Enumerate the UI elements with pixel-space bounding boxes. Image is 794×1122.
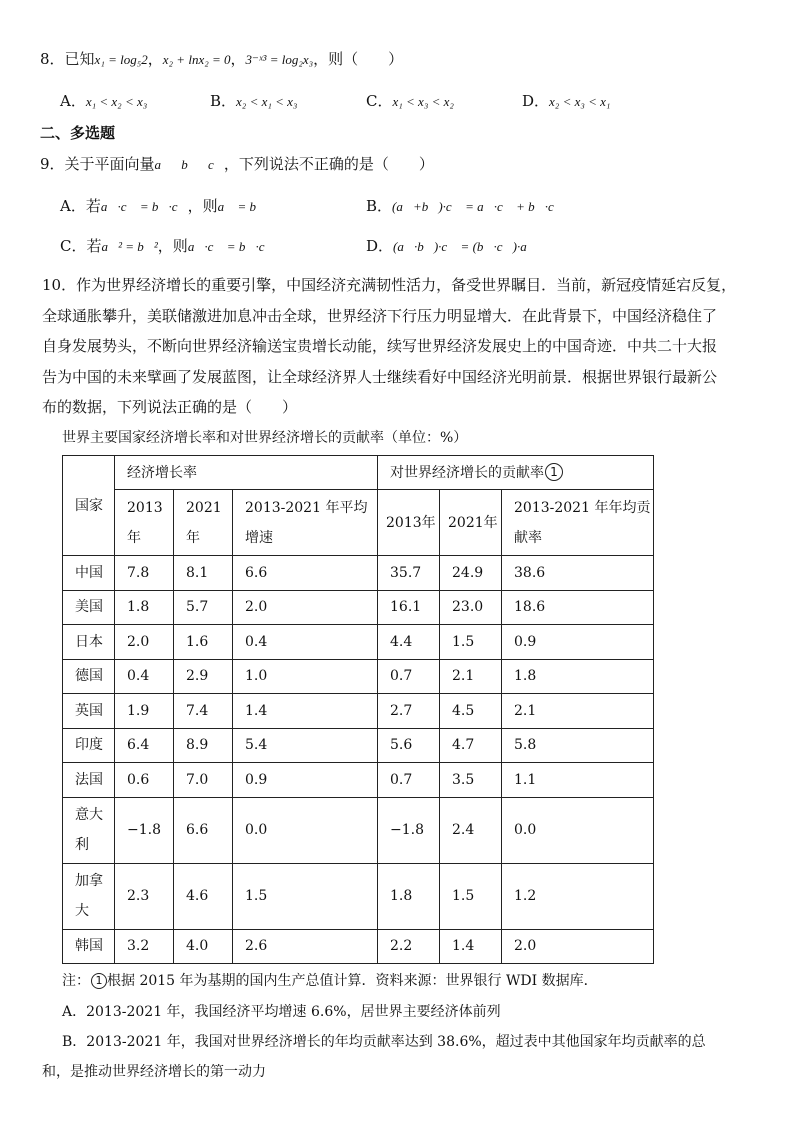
table-row bbox=[63, 659, 654, 694]
option-expr: (a⃗+b⃗)·c⃗ = a⃗·c⃗ + b⃗·c⃗ bbox=[392, 199, 564, 214]
header-country: 国家 bbox=[63, 456, 115, 556]
cell-country: 中国 bbox=[63, 556, 115, 591]
option-expr: (a⃗·b⃗)·c⃗ = (b⃗·c⃗)·a⃗ bbox=[393, 239, 537, 254]
cell-value: 1.9 bbox=[115, 694, 174, 729]
option-letter: A． bbox=[60, 197, 86, 215]
option-expr: x₁ < x₂ < x₃ bbox=[85, 94, 148, 109]
cell-value: 1.6 bbox=[174, 625, 233, 660]
option-letter: B． bbox=[210, 92, 237, 110]
q10-option-b-line-1: B．2013-2021 年，我国对世界经济增长的年均贡献率达到 38.6%，超过表中其他国家年均贡献率的总 bbox=[62, 1034, 706, 1050]
question-8-stem bbox=[40, 48, 403, 69]
cell-value: 0.4 bbox=[233, 625, 378, 660]
cell-value: −1.8 bbox=[115, 797, 174, 863]
cell-value: 1.5 bbox=[233, 863, 378, 929]
cell-value: 4.6 bbox=[174, 863, 233, 929]
cell-value: 8.1 bbox=[174, 556, 233, 591]
cell-value: 0.6 bbox=[115, 763, 174, 798]
option-letter: A． bbox=[60, 92, 86, 110]
cell-value: 4.5 bbox=[440, 694, 502, 729]
cell-country: 德国 bbox=[63, 659, 115, 694]
option-expr: a⃗² = b⃗² bbox=[101, 239, 158, 254]
option-letter: D． bbox=[522, 92, 550, 110]
cell-value: 4.7 bbox=[440, 728, 502, 763]
header-2013: 2013 年 bbox=[115, 490, 174, 556]
cell-value: 1.4 bbox=[233, 694, 378, 729]
question-10-stem bbox=[42, 270, 754, 423]
option-mid: ，则 bbox=[157, 237, 188, 255]
cell-value: 2.2 bbox=[378, 929, 440, 964]
option-pre: 若 bbox=[85, 197, 101, 215]
cell-value: −1.8 bbox=[378, 797, 440, 863]
section-heading-multiple-choice: 二、多选题 bbox=[40, 124, 116, 142]
q8-option-a bbox=[60, 90, 147, 111]
q10-line: 全球通胀攀升，美联储激进加息冲击全球，世界经济下行压力明显增大．在此背景下，中国经济稳住了 bbox=[42, 306, 718, 325]
q10-line: 告为中国的未来擘画了发展蓝图，让全球经济界人士继续看好中国经济光明前景．根据世界银行最新公 bbox=[42, 367, 718, 386]
option-letter: D． bbox=[366, 237, 394, 255]
header-avg-growth: 2013-2021 年平均 增速 bbox=[233, 490, 378, 556]
cell-value: 18.6 bbox=[502, 590, 654, 625]
q8-sep-1: ， bbox=[147, 50, 163, 68]
cell-value: 2.0 bbox=[502, 929, 654, 964]
q8-option-d bbox=[522, 90, 610, 111]
q8-expr-2: x₂ + lnx₂ = 0 bbox=[162, 52, 231, 67]
cell-country: 意大 利 bbox=[63, 797, 115, 863]
cell-value: 24.9 bbox=[440, 556, 502, 591]
cell-value: 1.8 bbox=[115, 590, 174, 625]
q9-stem-post: ，下列说法不正确的是（ ） bbox=[223, 155, 434, 173]
q10-option-a: A．2013-2021 年，我国经济平均增速 6.6%，居世界主要经济体前列 bbox=[62, 1004, 501, 1020]
q10-line: 10．作为世界经济增长的重要引擎，中国经济充满韧性活力，备受世界瞩目．当前，新冠疫情延宕反复， bbox=[42, 276, 737, 294]
cell-value: 38.6 bbox=[502, 556, 654, 591]
note-text: 根据 2015 年为基期的国内生产总值计算．资料来源：世界银行 WDI 数据库． bbox=[107, 973, 598, 989]
q9-option-d bbox=[366, 235, 537, 256]
q9-option-b bbox=[366, 195, 564, 216]
header-contrib-2013: 2013年 bbox=[378, 490, 440, 556]
cell-value: 0.4 bbox=[115, 659, 174, 694]
option-letter: C． bbox=[366, 92, 393, 110]
header-growth-rate: 经济增长率 bbox=[115, 456, 378, 490]
cell-value: 35.7 bbox=[378, 556, 440, 591]
footnote-marker: 1 bbox=[545, 463, 563, 481]
cell-country: 法国 bbox=[63, 763, 115, 798]
option-letter: B． bbox=[366, 197, 393, 215]
table-row bbox=[63, 694, 654, 729]
header-2021: 2021 年 bbox=[174, 490, 233, 556]
cell-value: 6.6 bbox=[233, 556, 378, 591]
note-prefix: 注： bbox=[62, 973, 90, 989]
header-contrib-2021: 2021年 bbox=[440, 490, 502, 556]
cell-value: 1.8 bbox=[502, 659, 654, 694]
cell-value: 6.4 bbox=[115, 728, 174, 763]
cell-value: 4.4 bbox=[378, 625, 440, 660]
cell-value: 7.4 bbox=[174, 694, 233, 729]
cell-value: 5.7 bbox=[174, 590, 233, 625]
cell-value: 3.2 bbox=[115, 929, 174, 964]
cell-value: 3.5 bbox=[440, 763, 502, 798]
cell-country: 韩国 bbox=[63, 929, 115, 964]
cell-value: 1.8 bbox=[378, 863, 440, 929]
cell-country: 加拿 大 bbox=[63, 863, 115, 929]
cell-value: 0.0 bbox=[233, 797, 378, 863]
cell-value: 1.2 bbox=[502, 863, 654, 929]
cell-value: 2.0 bbox=[233, 590, 378, 625]
header-contribution bbox=[378, 456, 654, 490]
cell-value: 5.8 bbox=[502, 728, 654, 763]
header-contribution-label: 对世界经济增长的贡献率 bbox=[390, 464, 544, 481]
cell-value: 0.9 bbox=[233, 763, 378, 798]
cell-country: 印度 bbox=[63, 728, 115, 763]
cell-value: 1.4 bbox=[440, 929, 502, 964]
header-avg-contribution: 2013-2021 年年均贡 献率 bbox=[502, 490, 654, 556]
cell-value: 0.7 bbox=[378, 659, 440, 694]
option-pre: 若 bbox=[86, 237, 102, 255]
table-row bbox=[63, 929, 654, 964]
cell-value: 2.0 bbox=[115, 625, 174, 660]
table-row bbox=[63, 625, 654, 660]
cell-value: 23.0 bbox=[440, 590, 502, 625]
table-title: 世界主要国家经济增长率和对世界经济增长的贡献率（单位：%） bbox=[62, 430, 468, 446]
q9-option-a bbox=[60, 195, 266, 216]
cell-value: 2.9 bbox=[174, 659, 233, 694]
q9-option-c bbox=[60, 235, 275, 256]
table-note bbox=[62, 970, 598, 990]
q8-sep-2: ， bbox=[230, 50, 246, 68]
cell-value: 0.7 bbox=[378, 763, 440, 798]
q9-vectors: a⃗，b⃗，c⃗ bbox=[154, 157, 224, 172]
q9-stem-pre: 9．关于平面向量 bbox=[40, 155, 155, 173]
cell-value: 2.4 bbox=[440, 797, 502, 863]
table-row bbox=[63, 763, 654, 798]
option-expr: x₂ < x₃ < x₁ bbox=[549, 94, 611, 109]
cell-value: 4.0 bbox=[174, 929, 233, 964]
cell-value: 7.0 bbox=[174, 763, 233, 798]
cell-value: 5.6 bbox=[378, 728, 440, 763]
footnote-marker: 1 bbox=[91, 973, 107, 989]
q8-option-c bbox=[366, 90, 454, 111]
option-mid: ，则 bbox=[187, 197, 218, 215]
cell-value: 2.1 bbox=[502, 694, 654, 729]
option-letter: C． bbox=[60, 237, 87, 255]
cell-value: 0.9 bbox=[502, 625, 654, 660]
cell-value: 1.0 bbox=[233, 659, 378, 694]
q8-stem-label: 8．已知 bbox=[40, 50, 95, 68]
cell-value: 8.9 bbox=[174, 728, 233, 763]
cell-value: 2.1 bbox=[440, 659, 502, 694]
option-expr: x₁ < x₃ < x₂ bbox=[392, 94, 454, 109]
q8-expr-1: x₁ = log₅2 bbox=[94, 52, 148, 67]
q10-line: 布的数据，下列说法正确的是（ ） bbox=[42, 398, 298, 416]
option-expr: a⃗·c⃗ = b⃗·c⃗ bbox=[100, 199, 188, 214]
cell-value: 6.6 bbox=[174, 797, 233, 863]
question-9-stem bbox=[40, 153, 434, 174]
cell-value: 2.7 bbox=[378, 694, 440, 729]
table-row bbox=[63, 863, 654, 929]
table-row bbox=[63, 728, 654, 763]
cell-value: 1.1 bbox=[502, 763, 654, 798]
cell-value: 2.6 bbox=[233, 929, 378, 964]
cell-value: 1.5 bbox=[440, 625, 502, 660]
cell-country: 英国 bbox=[63, 694, 115, 729]
table-row bbox=[63, 556, 654, 591]
cell-country: 美国 bbox=[63, 590, 115, 625]
q10-option-b-line-2: 和，是推动世界经济增长的第一动力 bbox=[42, 1064, 266, 1080]
cell-value: 2.3 bbox=[115, 863, 174, 929]
option-expr: x₂ < x₁ < x₃ bbox=[236, 94, 298, 109]
table-row bbox=[63, 590, 654, 625]
cell-value: 5.4 bbox=[233, 728, 378, 763]
cell-value: 1.5 bbox=[440, 863, 502, 929]
option-expr-2: a⃗·c⃗ = b⃗·c⃗ bbox=[187, 239, 275, 254]
economic-growth-table bbox=[62, 455, 654, 964]
cell-value: 0.0 bbox=[502, 797, 654, 863]
q10-line: 自身发展势头，不断向世界经济输送宝贵增长动能，续写世界经济发展史上的中国奇迹．中共二十大报 bbox=[42, 337, 718, 355]
cell-value: 7.8 bbox=[115, 556, 174, 591]
table-row bbox=[63, 797, 654, 863]
cell-country: 日本 bbox=[63, 625, 115, 660]
q8-option-b bbox=[210, 90, 297, 111]
q8-tail: ，则（ ） bbox=[313, 50, 404, 68]
cell-value: 16.1 bbox=[378, 590, 440, 625]
q8-expr-3: 3⁻ˣ³ = log₂x₃ bbox=[245, 52, 314, 67]
option-expr-2: a⃗ = b⃗ bbox=[217, 199, 267, 214]
